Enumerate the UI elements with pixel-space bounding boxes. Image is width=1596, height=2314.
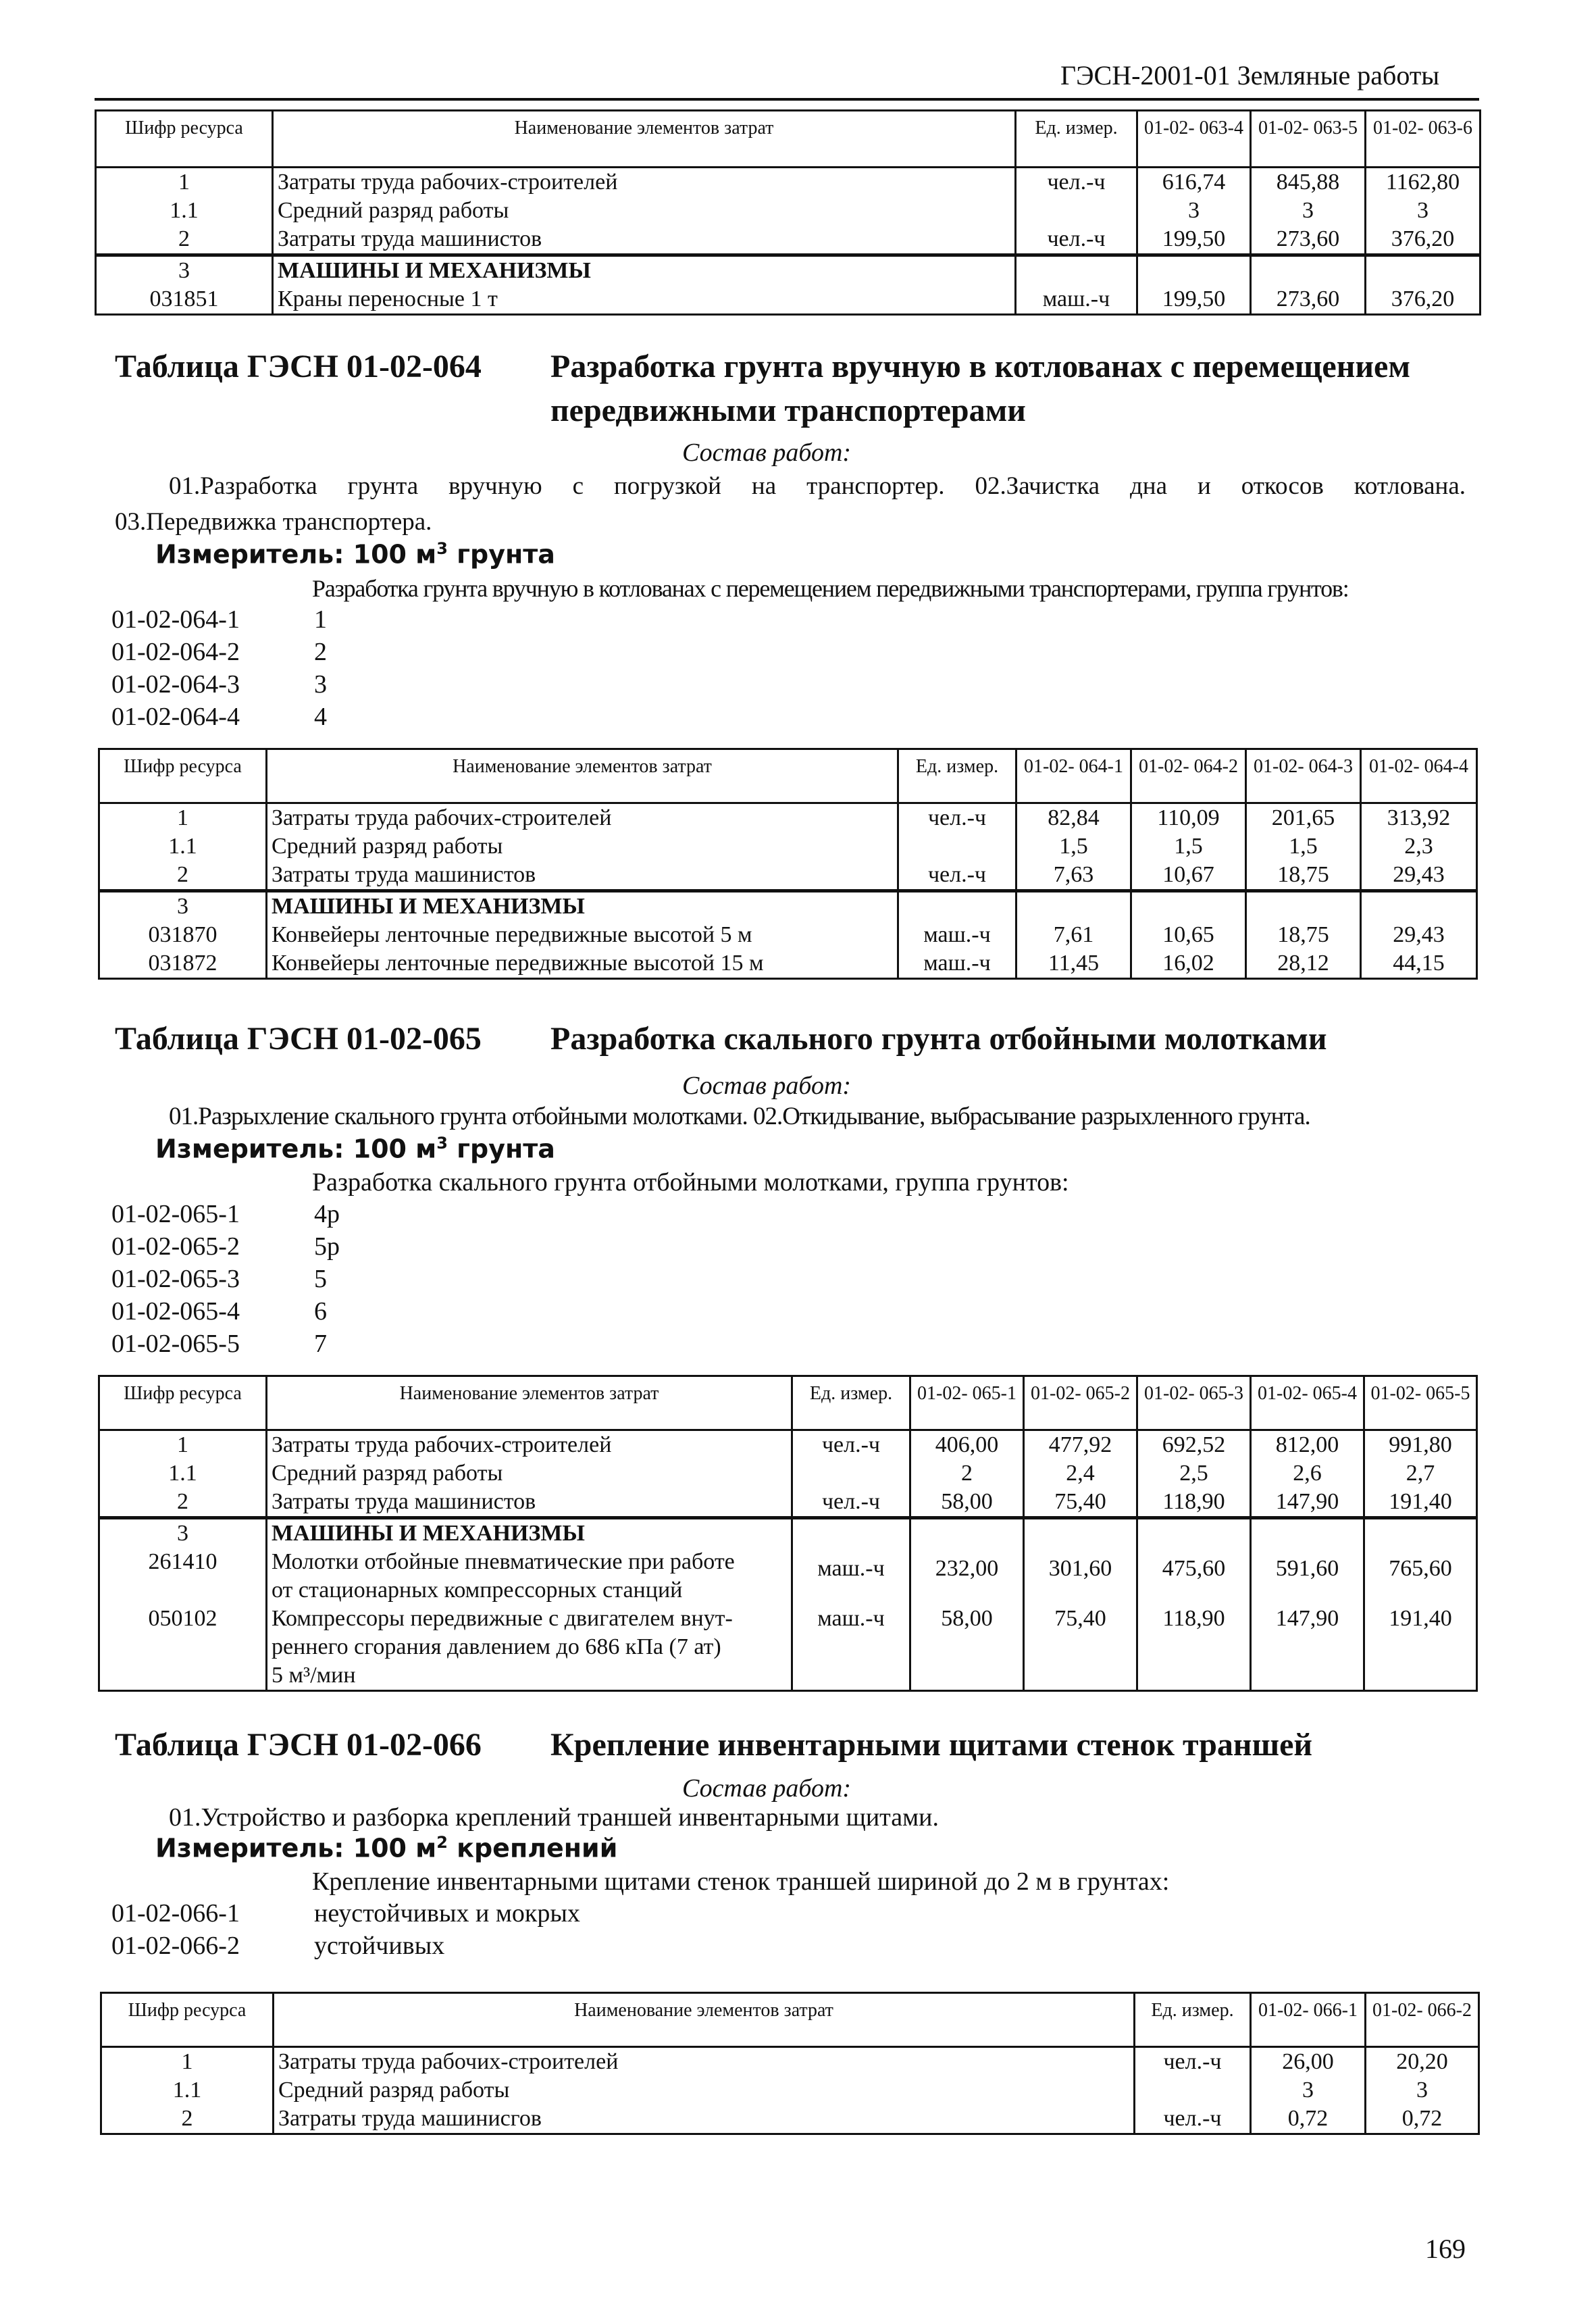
row-code: 2 [101,2105,274,2134]
row-value: 201,65 [1246,803,1361,833]
header-cell: Ед. измер. [792,1376,910,1430]
header-rule [95,98,1479,101]
row-name: Средний разряд работы [267,832,898,861]
table-row [99,1605,1477,1691]
table-row [99,949,1477,979]
row-value: 75,40 [1024,1605,1137,1691]
row-value: 313,92 [1361,803,1477,833]
resource-table-066 [100,1992,1480,2135]
row-name: Затраты труда машинисгов [274,2105,1135,2134]
row-code: 261410 [99,1548,267,1605]
table-row [101,2105,1479,2134]
table-row [96,255,1481,286]
work-description: 03.Передвижка транспортера. [115,508,432,536]
row-value [1131,891,1246,922]
code-list [111,1198,340,1360]
header-cell: Шифр ресурса [99,749,267,803]
row-value: 29,43 [1361,921,1477,949]
header-cell: 01-02- 066-1 [1251,1993,1366,2047]
row-value: 16,02 [1131,949,1246,979]
header-cell: Наименование элементов затрат [274,1993,1135,2047]
header-cell: Наименование элементов затрат [267,749,898,803]
row-name: МАШИНЫ И МЕХАНИЗМЫ [267,891,898,922]
composition-label: Состав работ: [682,1072,852,1100]
row-value: 3 [1251,197,1366,225]
row-value: 191,40 [1364,1488,1477,1518]
row-value [1016,891,1131,922]
table-header-row [99,1376,1477,1430]
row-value: 3 [1366,197,1481,225]
row-code: 2 [96,225,273,255]
header-cell: Ед. измер. [1016,111,1137,168]
table-row [101,2047,1479,2077]
row-unit [792,1518,910,1549]
row-code: 050102 [99,1605,267,1691]
row-value: 2,7 [1364,1459,1477,1488]
running-header: ГЭСН-2001-01 Земляные работы [1060,60,1440,91]
row-value: 110,09 [1131,803,1246,833]
code-list [111,1897,580,1962]
header-cell: Шифр ресурса [99,1376,267,1430]
row-name: МАШИНЫ И МЕХАНИЗМЫ [273,255,1016,286]
row-value: 199,50 [1137,285,1251,315]
meter-label: Измеритель: 100 $м^2$ креплений [155,1833,618,1863]
table-row [99,1548,1477,1605]
list-item: 01-02-064-2 2 [111,638,327,666]
row-value [910,1518,1024,1549]
row-value: 191,40 [1364,1605,1477,1691]
row-code: 1.1 [99,832,267,861]
row-code: 1 [96,168,273,197]
row-value [1024,1518,1137,1549]
resource-table-063 [95,109,1481,316]
row-value: 29,43 [1361,861,1477,891]
row-value: 7,61 [1016,921,1131,949]
header-cell: 01-02- 065-3 [1137,1376,1251,1430]
row-value: 147,90 [1251,1605,1364,1691]
meter-label: Измеритель: 100 $м^3$ грунта [155,1134,555,1164]
row-value [1246,891,1361,922]
row-value: 199,50 [1137,225,1251,255]
table-row [99,803,1477,833]
header-cell: 01-02- 064-1 [1016,749,1131,803]
table-row [99,832,1477,861]
row-code: 1 [99,803,267,833]
header-cell: 01-02- 064-3 [1246,749,1361,803]
list-item: 01-02-064-1 1 [111,605,327,634]
row-value: 82,84 [1016,803,1131,833]
row-value: 2,5 [1137,1459,1251,1488]
list-item: 01-02-064-4 4 [111,703,327,731]
row-code: 1 [99,1430,267,1460]
row-code: 3 [99,1518,267,1549]
row-value: 1,5 [1016,832,1131,861]
row-value: 3 [1251,2076,1366,2105]
row-unit [898,832,1016,861]
row-value: 232,00 [910,1548,1024,1605]
row-value: 845,88 [1251,168,1366,197]
header-cell: Ед. измер. [1135,1993,1251,2047]
row-unit: маш.-ч [898,921,1016,949]
list-item: 01-02-066-2 устойчивых [111,1932,445,1960]
row-unit: маш.-ч [1016,285,1137,315]
row-value [1137,1518,1251,1549]
row-value: 1162,80 [1366,168,1481,197]
table-row [99,1488,1477,1518]
row-code: 3 [99,891,267,922]
row-name: Молотки отбойные пневматические при работе от стационарных компрессорных станций [267,1548,792,1605]
row-unit: маш.-ч [792,1605,910,1691]
table-row [101,2076,1479,2105]
header-cell: Ед. измер. [898,749,1016,803]
header-cell: Наименование элементов затрат [267,1376,792,1430]
section-subtitle: Крепление инвентарными щитами стенок траншей [550,1727,1313,1763]
table-row [96,197,1481,225]
row-value: 7,63 [1016,861,1131,891]
row-name: Средний разряд работы [267,1459,792,1488]
section-title: Таблица ГЭСН 01-02-066 [115,1727,482,1763]
row-value: 376,20 [1366,285,1481,315]
row-unit [1016,255,1137,286]
row-value: 147,90 [1251,1488,1364,1518]
row-value: 44,15 [1361,949,1477,979]
variant-intro: Разработка скального грунта отбойными молотками, группа грунтов: [312,1168,1069,1197]
row-name: Средний разряд работы [273,197,1016,225]
table-row [96,285,1481,315]
row-name: Затраты труда рабочих-строителей [267,803,898,833]
row-value: 3 [1366,2076,1479,2105]
section-subtitle: Разработка грунта вручную в котлованах с перемещением [550,349,1411,384]
row-name: Затраты труда машинистов [267,1488,792,1518]
variant-intro: Крепление инвентарными щитами стенок траншей шириной до 2 м в грунтах: [312,1867,1170,1896]
row-value: 26,00 [1251,2047,1366,2077]
row-code: 3 [96,255,273,286]
header-cell: 01-02- 063-6 [1366,111,1481,168]
row-value: 1,5 [1131,832,1246,861]
row-value: 10,65 [1131,921,1246,949]
resource-table-064 [98,748,1478,980]
section-subtitle: передвижными транспортерами [550,393,1026,428]
list-item: 01-02-065-2 5р [111,1232,340,1261]
row-code: 1.1 [101,2076,274,2105]
list-item: 01-02-065-4 6 [111,1297,327,1326]
row-value: 991,80 [1364,1430,1477,1460]
row-value: 273,60 [1251,285,1366,315]
row-code: 2 [99,861,267,891]
row-unit: чел.-ч [1135,2047,1251,2077]
row-value: 301,60 [1024,1548,1137,1605]
row-value [1137,255,1251,286]
row-value [1361,891,1477,922]
header-cell: Наименование элементов затрат [273,111,1016,168]
row-value: 75,40 [1024,1488,1137,1518]
row-value: 11,45 [1016,949,1131,979]
row-unit: чел.-ч [1016,225,1137,255]
header-cell: 01-02- 066-2 [1366,1993,1479,2047]
row-unit [792,1459,910,1488]
list-item: 01-02-064-3 3 [111,670,327,699]
header-cell: 01-02- 065-2 [1024,1376,1137,1430]
row-name: Затраты труда рабочих-строителей [273,168,1016,197]
row-value: 58,00 [910,1605,1024,1691]
row-name: Компрессоры передвижные с двигателем внут- реннего сгорания давлением до 686 кПа (7 ат) 5 м³/мин [267,1605,792,1691]
row-value [1251,255,1366,286]
list-item: 01-02-065-1 4р [111,1200,340,1228]
work-description: 01.Разработка грунта вручную с погрузкой на транспортер. 02.Зачистка дна и откосов котлована. [169,472,1466,500]
row-value: 616,74 [1137,168,1251,197]
row-name: Затраты труда рабочих-строителей [274,2047,1135,2077]
list-item: 01-02-066-1 неустойчивых и мокрых [111,1899,580,1928]
list-item: 01-02-065-3 5 [111,1265,327,1293]
row-unit: чел.-ч [792,1488,910,1518]
header-cell: Шифр ресурса [96,111,273,168]
row-unit [1135,2076,1251,2105]
row-value: 1,5 [1246,832,1361,861]
row-code: 031872 [99,949,267,979]
table-header-row [96,111,1481,168]
row-code: 1 [101,2047,274,2077]
row-value: 475,60 [1137,1548,1251,1605]
table-row [99,1430,1477,1460]
row-code: 1.1 [96,197,273,225]
page-number: 169 [1425,2234,1466,2264]
table-row [99,1518,1477,1549]
row-name: Затраты труда машинистов [267,861,898,891]
work-description: 01.Разрыхление скального грунта отбойными молотками. 02.Откидывание, выбрасывание разрыхленного грунта. [169,1103,1310,1130]
row-value: 812,00 [1251,1430,1364,1460]
header-cell: 01-02- 063-5 [1251,111,1366,168]
work-description: 01.Устройство и разборка креплений траншей инвентарными щитами. [169,1803,939,1832]
table-row [96,225,1481,255]
header-cell: 01-02- 065-4 [1251,1376,1364,1430]
row-value: 20,20 [1366,2047,1479,2077]
header-cell: Шифр ресурса [101,1993,274,2047]
row-unit: чел.-ч [898,861,1016,891]
meter-label: Измеритель: 100 $м^3$ грунта [155,539,555,570]
row-unit [1016,197,1137,225]
row-value: 18,75 [1246,921,1361,949]
row-unit: маш.-ч [898,949,1016,979]
row-value [1364,1518,1477,1549]
row-value: 2,4 [1024,1459,1137,1488]
row-unit: чел.-ч [1135,2105,1251,2134]
row-code: 1.1 [99,1459,267,1488]
section-subtitle: Разработка скального грунта отбойными молотками [550,1021,1327,1057]
row-value: 2 [910,1459,1024,1488]
table-header-row [101,1993,1479,2047]
row-code: 031870 [99,921,267,949]
resource-table-065 [98,1375,1478,1692]
row-value: 591,60 [1251,1548,1364,1605]
row-unit: чел.-ч [898,803,1016,833]
row-value: 273,60 [1251,225,1366,255]
row-value [1251,1518,1364,1549]
composition-label: Состав работ: [682,1774,852,1803]
row-value: 765,60 [1364,1548,1477,1605]
row-value: 2,3 [1361,832,1477,861]
header-cell: 01-02- 064-4 [1361,749,1477,803]
row-value: 18,75 [1246,861,1361,891]
row-value: 0,72 [1366,2105,1479,2134]
row-value: 28,12 [1246,949,1361,979]
row-value: 10,67 [1131,861,1246,891]
code-list [111,603,327,733]
table-row [99,1459,1477,1488]
header-cell: 01-02- 064-2 [1131,749,1246,803]
row-name: Затраты труда машинистов [273,225,1016,255]
row-name: Конвейеры ленточные передвижные высотой 15 м [267,949,898,979]
row-name: Затраты труда рабочих-строителей [267,1430,792,1460]
row-value: 118,90 [1137,1605,1251,1691]
section-title: Таблица ГЭСН 01-02-064 [115,349,482,384]
table-row [99,891,1477,922]
header-cell: 01-02- 065-1 [910,1376,1024,1430]
row-unit: чел.-ч [1016,168,1137,197]
composition-label: Состав работ: [682,438,852,467]
row-name: Краны переносные 1 т [273,285,1016,315]
row-code: 2 [99,1488,267,1518]
row-value: 477,92 [1024,1430,1137,1460]
table-row [99,921,1477,949]
table-row [96,168,1481,197]
row-value: 3 [1137,197,1251,225]
row-code: 031851 [96,285,273,315]
header-cell: 01-02- 065-5 [1364,1376,1477,1430]
row-value: 0,72 [1251,2105,1366,2134]
row-value: 406,00 [910,1430,1024,1460]
variant-intro: Разработка грунта вручную в котлованах с перемещением передвижными транспортерами, группа грунтов: [312,575,1349,602]
row-unit: маш.-ч [792,1548,910,1605]
table-row [99,861,1477,891]
row-name: Средний разряд работы [274,2076,1135,2105]
header-cell: 01-02- 063-4 [1137,111,1251,168]
row-value: 692,52 [1137,1430,1251,1460]
row-value: 58,00 [910,1488,1024,1518]
table-header-row [99,749,1477,803]
row-value: 376,20 [1366,225,1481,255]
row-value [1366,255,1481,286]
row-value: 118,90 [1137,1488,1251,1518]
row-unit: чел.-ч [792,1430,910,1460]
section-title: Таблица ГЭСН 01-02-065 [115,1021,482,1057]
row-name: Конвейеры ленточные передвижные высотой 5 м [267,921,898,949]
row-name: МАШИНЫ И МЕХАНИЗМЫ [267,1518,792,1549]
list-item: 01-02-065-5 7 [111,1330,327,1358]
row-value: 2,6 [1251,1459,1364,1488]
row-unit [898,891,1016,922]
